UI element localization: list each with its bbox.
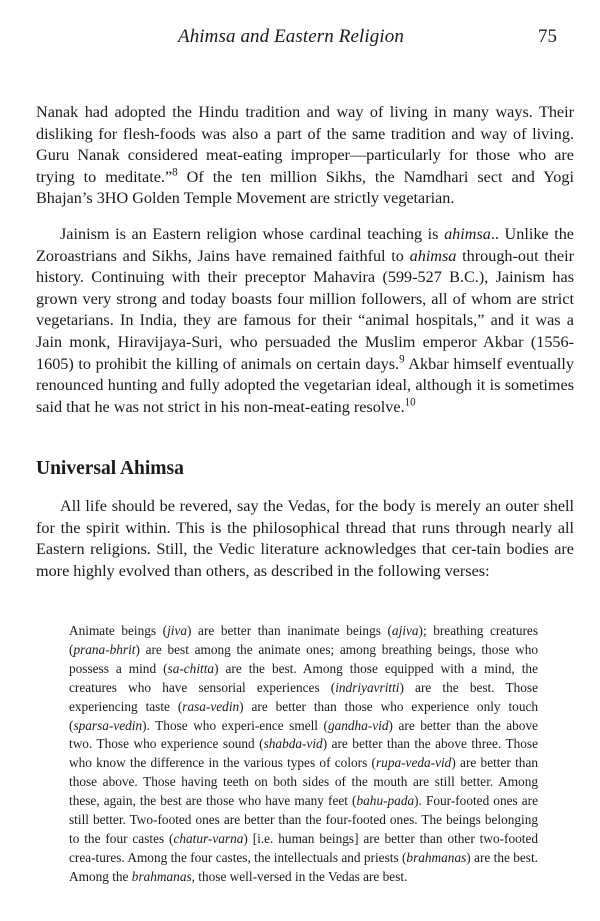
footnote-ref-9: 9 [399,353,405,366]
body-paragraph-nanak: Nanak had adopted the Hindu tradition and way of living in many ways. Their disliking for flesh-foods was also a part of the same tradition and way of living. Guru Nanak considered meat-eating improper—particularly for those who are trying to meditate.”$^8$ Of the ten million Sikhs, the Namdhari sect and Yogi Bhajan’s 3HO Golden Temple Movement are strictly vegetarian. [36,103,574,208]
footnote-ref-8: 8 [172,166,178,179]
section-heading: Universal Ahimsa [36,458,184,479]
footnote-ref-10: 10 [404,396,416,409]
running-title: Ahimsa and Eastern Religion [178,26,404,47]
body-paragraph-jainism: Jainism is an Eastern religion whose cardinal teaching is ahimsa.. Unlike the Zoroastrians and Sikhs, Jains have remained faithful to ahimsa through-out their history. Continuing with their preceptor Mahavira (599-527 B.C.), Jainism has grown very strong and today boasts four million followers, all of whom are strict vegetarians. In India, they are famous for their “animal hospitals,” and it was a Jain monk, Hiravijaya-Suri, who persuaded the Muslim emperor Akbar (1556-1605) to prohibit the killing of animals on certain days.$^9$ Akbar himself eventually renounced hunting and fully adopted the vegetarian ideal, although it is sometimes said that he was not strict in his non-meat-eating resolve.$^{10}$ [36,225,574,416]
block-quote: Animate beings (jiva) are better than inanimate beings (ajiva); breathing creatures (prana-bhrit) are best among the animate ones; among breathing beings, those who possess a mind (sa-chitta) are the best. Among those equipped with a mind, the creatures who have sensorial experiences (indriyavritti) are the best. Those experiencing taste (rasa-vedin) are better than those who experience only touch (sparsa-vedin). Those who experi-ence smell (gandha-vid) are better than the above two. Those who experience sound (shabda-vid) are better than the above three. Those who know the difference in the various types of colors (rupa-veda-vid) are better than those above. Those having teeth on both sides of the mouth are still better. Among these, again, the best are those who have many feet (bahu-pada). Four-footed ones are still better. Two-footed ones are better than the four-footed ones. The beings belonging to the four castes (chatur-varna) [i.e. human beings] are better than other two-footed crea-tures. Among the four castes, the intellectuals and priests (brahmanas) are the best. Among the brahmanas, those well-versed in the Vedas are best. [69,623,539,884]
running-head [0,26,600,50]
body-paragraph-universal-ahimsa: All life should be revered, say the Vedas, for the body is merely an outer shell for the spirit within. This is the philosophical thread that runs through nearly all Eastern religions. Still, the Vedic literature acknowledges that cer-tain bodies are more highly evolved than others, as described in the following verses: [36,497,574,580]
page-number: 75 [538,26,557,47]
